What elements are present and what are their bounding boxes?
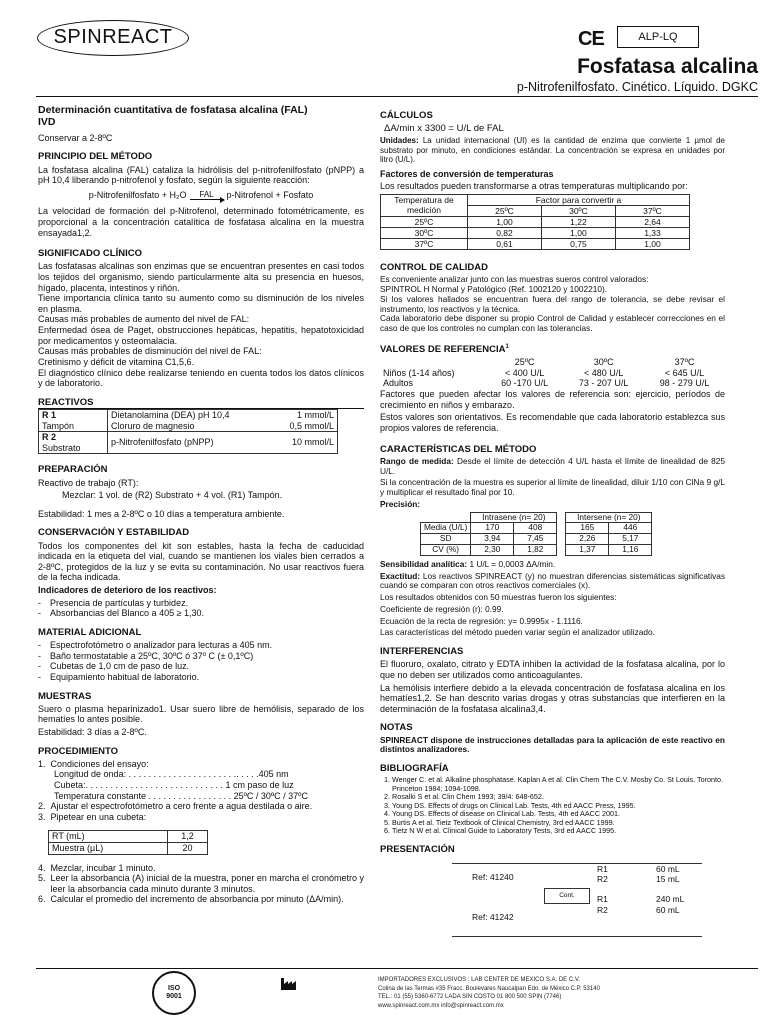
ref-code: Ref: 41242 xyxy=(472,912,514,923)
section-title-material: MATERIAL ADICIONAL xyxy=(38,626,142,638)
footer-contact: IMPORTADORES EXCLUSIVOS : LAB CENTER DE MEXICO S.A. DE C.V. Colina de las Termas #35 Fracc. Boulevares Naucalpan Edo. de México C.P. 53140 TEL.: 01 (55) 5360-6772 LADA SIN COSTO 01 800 500 SPIN (7746) www.spinreact.com.mx info@spinreact.com.mx xyxy=(378,977,600,1010)
reaction-arrow-icon xyxy=(190,190,224,200)
r1-value: 1 mmol/L xyxy=(296,409,334,420)
precision-table-intra: Intrasene (n= 20) Media (U/L) 170 408 SD 3,94 7,45 CV (%) 2,30 1,82 xyxy=(420,512,557,556)
table-row: 25ºC 1,00 1,22 2,64 xyxy=(381,216,690,227)
section-title-reactivos: REACTIVOS xyxy=(38,397,364,409)
caracteristicas-line: Coeficiente de regresión (r): 0.99. xyxy=(380,603,504,614)
clinico-line: Tiene importancia clínica tanto su aumento como su disminución de los niveles en plasma. xyxy=(38,293,364,314)
conversion-col: 37ºC xyxy=(615,205,689,216)
precision-title: Precisión: xyxy=(380,498,421,509)
referencia-text-2: Estos valores son orientativos. Es recomendable que cada laboratorio establezca sus propios valores de referencia. xyxy=(380,412,725,433)
pipette-value: 20 xyxy=(168,843,208,855)
list-item: - Absorbancias del Blanco a 405 ≥ 1,30. xyxy=(38,608,364,619)
conversion-header-factor: Factor para convertir a xyxy=(468,194,690,205)
table-row: Niños (1-14 años) < 400 U/L < 480 U/L < 645 U/L xyxy=(383,367,705,378)
notas-text: SPINREACT dispone de instrucciones detalladas para la aplicación de este reactivo en distintos analizadores. xyxy=(380,734,725,755)
section-title-notas: NOTAS xyxy=(380,722,413,734)
clinico-line: Cretinismo y déficit de vitamina C1,5,6. xyxy=(38,356,195,367)
caracteristicas-line: Los resultados obtenidos con 50 muestras fueron los siguientes: xyxy=(380,592,617,603)
r2-cell xyxy=(39,432,108,454)
muestras-text: Suero o plasma heparinizado1. Usar suero libre de hemólisis, separado de los hematíes lo antes posible. xyxy=(38,703,364,725)
section-title-presentacion: PRESENTACIÓN xyxy=(380,843,455,855)
list-item: 4. Young DS. Effects of disease on Clinical Lab. Tests, 4th ed AACC 2001. xyxy=(392,810,725,818)
sensibilidad-text: Sensibilidad analítica: 1 U/L = 0,0003 ΔA/min. xyxy=(380,558,556,569)
section-title-calculos: CÁLCULOS xyxy=(380,110,433,121)
table-row: Media (U/L) 170 408 xyxy=(421,523,557,534)
precision-table-inter: Intersene (n= 20) 165 446 2,26 5,17 1,37 1,16 xyxy=(565,512,652,556)
factores-text: Los resultados pueden transformarse a otras temperaturas multiplicando por: xyxy=(380,181,688,192)
precision-tables xyxy=(420,512,725,556)
clinico-line: Las fosfatasas alcalinas son enzimas que se encuentran presentes en casi todos los tejidos del organismo, siendo particularmente alta su presencia en huesos, hígado, placenta, intestinos y riñón. xyxy=(38,261,364,293)
ivd-label: IVD xyxy=(38,116,56,129)
condition-line: Longitud de onda: . . . . . . . . . . . . . . . . . . . . . .. . . . .405 nm xyxy=(54,769,289,780)
clinico-line: Causas más probables de disminución del nivel de FAL: xyxy=(38,346,262,357)
deterioro-list xyxy=(38,598,364,619)
factores-title: Factores de conversión de temperaturas xyxy=(380,168,554,179)
clinico-line: Enfermedad ósea de Paget, obstrucciones hepáticas, hepatitis, hepatotoxicidad por medicamentos y osteomalacia. xyxy=(38,325,364,346)
page-title: Fosfatasa alcalina xyxy=(577,55,758,78)
reaction-equation xyxy=(38,190,364,201)
section-title-preparacion: PREPARACIÓN xyxy=(38,464,108,476)
left-column xyxy=(38,104,364,905)
step-1: 1. Condiciones del ensayo: xyxy=(38,758,149,769)
caracteristicas-line: Las características del método pueden variar según el analizador utilizado. xyxy=(380,627,655,638)
list-item: - Cubetas de 1,0 cm de paso de luz. xyxy=(38,661,364,672)
table-row: SD 3,94 7,45 xyxy=(421,534,557,545)
storage-text: Conservar a 2-8ºC xyxy=(38,132,113,143)
interferencias-text-1: El fluoruro, oxalato, citrato y EDTA inhiben la actividad de la fosfatasa alcalina, por lo que no deben ser utilizados como anticoagulantes. xyxy=(380,659,725,681)
referencia-text-1: Factores que pueden afectar los valores de referencia son: ejercicio, períodos de crecimiento en niños y embarazo. xyxy=(380,389,725,410)
conversion-table xyxy=(380,194,690,250)
r1-item: Dietanolamina (DEA) pH 10,4 xyxy=(111,409,230,420)
pipette-table xyxy=(48,830,208,854)
table-row: 2,26 5,17 xyxy=(566,534,652,545)
clinico-line: Causas más probables de aumento del nivel de FAL: xyxy=(38,314,250,325)
deterioro-title: Indicadores de deterioro de los reactivos: xyxy=(38,585,217,596)
header-divider xyxy=(36,96,758,97)
step-6: 6. Calcular el promedio del incremento de absorbancia por minuto (ΔA/min). xyxy=(38,894,344,905)
table-row: 30ºC 0,82 1,00 1,33 xyxy=(381,227,690,238)
r1-values xyxy=(271,409,338,431)
list-item: - Equipamiento habitual de laboratorio. xyxy=(38,672,364,683)
principio-text-1: La fosfatasa alcalina (FAL) cataliza la hidrólisis del p-nitrofenilfosfato (pNPP) a pH 10,4 liberando p-nitrofenol y fosfato, según la siguiente reacción: xyxy=(38,164,364,186)
cont-box: Cont. xyxy=(544,888,590,904)
presentacion-block xyxy=(452,863,702,937)
rango-text: Rango de medida: Desde el límite de detección 4 U/L hasta el límite de linealidad de 825 U/L. xyxy=(380,455,725,476)
reference-table: 25ºC 30ºC 37ºC Niños (1-14 años) < 400 U/L < 480 U/L < 645 U/L Adultos 60 -170 U/L 73 - 207 U/L 98 - 279 U/L xyxy=(380,357,725,389)
list-item: 3. Young DS. Effects of drugs on Clinical Lab. Tests, 4th ed AACC Press, 1995. xyxy=(392,802,725,810)
document-heading-text: Determinación cuantitativa de fosfatasa alcalina (FAL) xyxy=(38,104,308,116)
reactivos-table xyxy=(38,409,338,454)
clinico-text xyxy=(38,261,364,388)
ce-mark-icon: CE xyxy=(578,28,604,50)
clinico-line: El diagnóstico clínico debe realizarse teniendo en cuenta todos los datos clínicos y de laboratorio. xyxy=(38,367,364,389)
r2-label: R 2 xyxy=(42,432,57,443)
unidades-text: Unidades: La unidad internacional (UI) es la cantidad de enzima que convierte 1 µmol de substrato por minuto, en condiciones estándar. La concentración se expresa en unidades por litro (U/L). xyxy=(380,136,725,165)
step-2: 2. Ajustar el espectrofotómetro a cero frente a agua destilada o aire. xyxy=(38,801,313,812)
pipette-value: 1,2 xyxy=(168,831,208,843)
step-3: 3. Pipetear en una cubeta: xyxy=(38,811,147,822)
list-item: - Presencia de partículas y turbidez. xyxy=(38,598,364,609)
r2-item: p-Nitrofenilfosfato (pNPP) xyxy=(111,437,214,448)
pipette-label: Muestra (µL) xyxy=(49,843,168,855)
conversion-col: 25ºC xyxy=(468,205,542,216)
r1-label: R 1 xyxy=(42,409,57,420)
section-title-principio: PRINCIPIO DEL MÉTODO xyxy=(38,151,153,163)
dilucion-text: Si la concentración de la muestra es superior al límite de linealidad, diluir 1/10 con ClNa 9 g/L y multiplicar el resultado final por 10. xyxy=(380,477,725,498)
procedimiento-steps xyxy=(38,759,364,905)
caracteristicas-text xyxy=(380,457,725,639)
document-heading xyxy=(38,104,364,129)
r2-value: 10 mmol/L xyxy=(291,437,334,448)
r1-item: Cloruro de magnesio xyxy=(111,420,195,431)
table-row: Adultos 60 -170 U/L 73 - 207 U/L 98 - 279 U/L xyxy=(383,378,710,389)
step-5: 5. Leer la absorbancia (A) inicial de la muestra, poner en marcha el cronómetro y leer la absorbancia cada minuto durante 3 minutos. xyxy=(38,873,364,894)
interferencias-text-2: La hemólisis interfiere debido a la elevada concentración de fosfatasa alcalina en los hematíes1,2. Se han descrito varias drogas y otras substancias que interfieren en la determinación de la fosfatasa alcalina3,4. xyxy=(380,682,725,714)
section-title-conservacion: CONSERVACIÓN Y ESTABILIDAD xyxy=(38,527,190,539)
footer-divider xyxy=(36,968,758,969)
preparacion-line: Reactivo de trabajo (RT): xyxy=(38,477,139,488)
r2-sub: Substrato xyxy=(42,442,81,453)
caracteristicas-line: Ecuación de la recta de regresión: y= 0.9995x - 1.1116. xyxy=(380,615,583,626)
equation-left: p-Nitrofenilfosfato + H₂O xyxy=(88,189,187,200)
list-item: 6. Tietz N W et al. Clinical Guide to Laboratory Tests, 3rd ed AACC 1995. xyxy=(392,827,725,835)
section-title-procedimiento: PROCEDIMIENTO xyxy=(38,745,119,757)
preparacion-line: Mezclar: 1 vol. de (R2) Substrato + 4 vol. (R1) Tampón. xyxy=(62,490,283,501)
ref-code: Ref: 41240 xyxy=(472,872,514,883)
presentation-volumes: R1 60 mL R2 15 mL R1 240 mL R2 60 mL xyxy=(597,864,685,915)
r1-sub: Tampón xyxy=(42,420,75,431)
list-item: 2. Rosalki S et al. Clin Chem 1993; 39/4: 648-652. xyxy=(392,793,725,801)
list-item: - Espectrofotómetro o analizador para lecturas a 405 nm. xyxy=(38,640,364,651)
r1-cell xyxy=(39,409,108,431)
step-4: 4. Mezclar, incubar 1 minuto. xyxy=(38,862,156,873)
spinreact-logo: SPINREACT xyxy=(37,20,189,56)
table-row: 1,37 1,16 xyxy=(566,544,652,555)
iso-certification-icon: ISO 9001 xyxy=(152,971,196,1015)
list-item: 1. Wenger C. et al. Alkaline phosphatase. Kaplan A et al. Clin Chem The C.V. Mosby Co. St Louis. Toronto. Princeton 1984; 1094-1098. xyxy=(392,776,725,793)
section-title-muestras: MUESTRAS xyxy=(38,690,92,702)
manufacturer-icon xyxy=(280,975,300,991)
condition-line: Temperatura constante . . . . . . . . . . . . . . . . . 25ºC / 30ºC / 37ºC xyxy=(54,790,308,801)
principio-text-2: La velocidad de formación del p-Nitrofenol, determinado fotométricamente, es proporcional a la concentración catalítica de fosfatasa alcalina en la muestra ensayada1,2. xyxy=(38,206,364,238)
section-title-interferencias: INTERFERENCIAS xyxy=(380,646,464,658)
muestras-estabilidad: Estabilidad: 3 días a 2-8ºC. xyxy=(38,726,147,737)
list-item: - Baño termostatable a 25ºC, 30ºC ó 37º C (± 0,1ºC) xyxy=(38,651,364,662)
enzyme-label: FAL xyxy=(199,189,214,199)
table-row: 37ºC 0,61 0,75 1,00 xyxy=(381,239,690,250)
conservacion-text: Todos los componentes del kit son estables, hasta la fecha de caducidad indicada en la etiqueta del vial, cuando se mantienen los viales bien cerrados a 2-8ºC, protegidos de la luz y se evita su contaminación. No usar reactivos fuera de la fecha indicada. xyxy=(38,540,364,583)
conversion-col: 30ºC xyxy=(541,205,615,216)
equation-right: p-Nitrofenol + Fosfato xyxy=(226,189,314,200)
material-list xyxy=(38,640,364,682)
control-text: Es conveniente analizar junto con las muestras sueros control valorados: SPINTROL H Normal y Patológico (Ref. 1002120 y 1002210). Si los valores hallados se encuentran fuera del rango de tolerancia, se debe revisar el instrumento, los reactivos y la técnica. Cada laboratorio debe disponer su propio Control de Calidad y establecer correcciones en el caso de que los controles no cumplan con las tolerancias. xyxy=(380,274,725,334)
pipette-label: RT (mL) xyxy=(49,831,168,843)
conversion-header-temp: Temperatura de medición xyxy=(381,194,468,216)
list-item: 5. Burtis A et al. Tietz Textbook of Clinical Chemistry, 3rd ed AACC 1999. xyxy=(392,819,725,827)
section-title-bibliografia: BIBLIOGRAFÍA xyxy=(380,763,449,775)
calculo-formula: ΔA/min x 3300 = U/L de FAL xyxy=(384,123,504,135)
table-row: CV (%) 2,30 1,82 xyxy=(421,544,557,555)
exactitud-text: Exactitud: Los reactivos SPINREACT (y) no muestran diferencias sistemáticas significativas cuando se comparan con otros reactivos comerciales (x). xyxy=(380,570,725,591)
section-title-referencia: VALORES DE REFERENCIA$^1$ xyxy=(380,343,509,356)
table-row: 165 446 xyxy=(566,523,652,534)
product-code: ALP-LQ xyxy=(617,26,699,48)
page-subtitle: p-Nitrofenilfosfato. Cinético. Líquido. DGKC xyxy=(516,80,758,94)
section-title-clinico: SIGNIFICADO CLÍNICO xyxy=(38,248,142,260)
preparacion-line: Estabilidad: 1 mes a 2-8ºC o 10 días a temperatura ambiente. xyxy=(38,508,285,519)
section-title-caracteristicas: CARACTERÍSTICAS DEL MÉTODO xyxy=(380,443,537,455)
r1-items xyxy=(108,409,271,431)
section-title-control: CONTROL DE CALIDAD xyxy=(380,262,489,274)
right-column xyxy=(380,110,725,937)
condition-line: Cubeta:. . . . . . . . . . . . . . . . . . . . . . . . . . . . 1 cm paso de luz xyxy=(54,779,294,790)
bibliography-list xyxy=(380,776,725,835)
r1-value: 0,5 mmol/L xyxy=(289,420,334,431)
